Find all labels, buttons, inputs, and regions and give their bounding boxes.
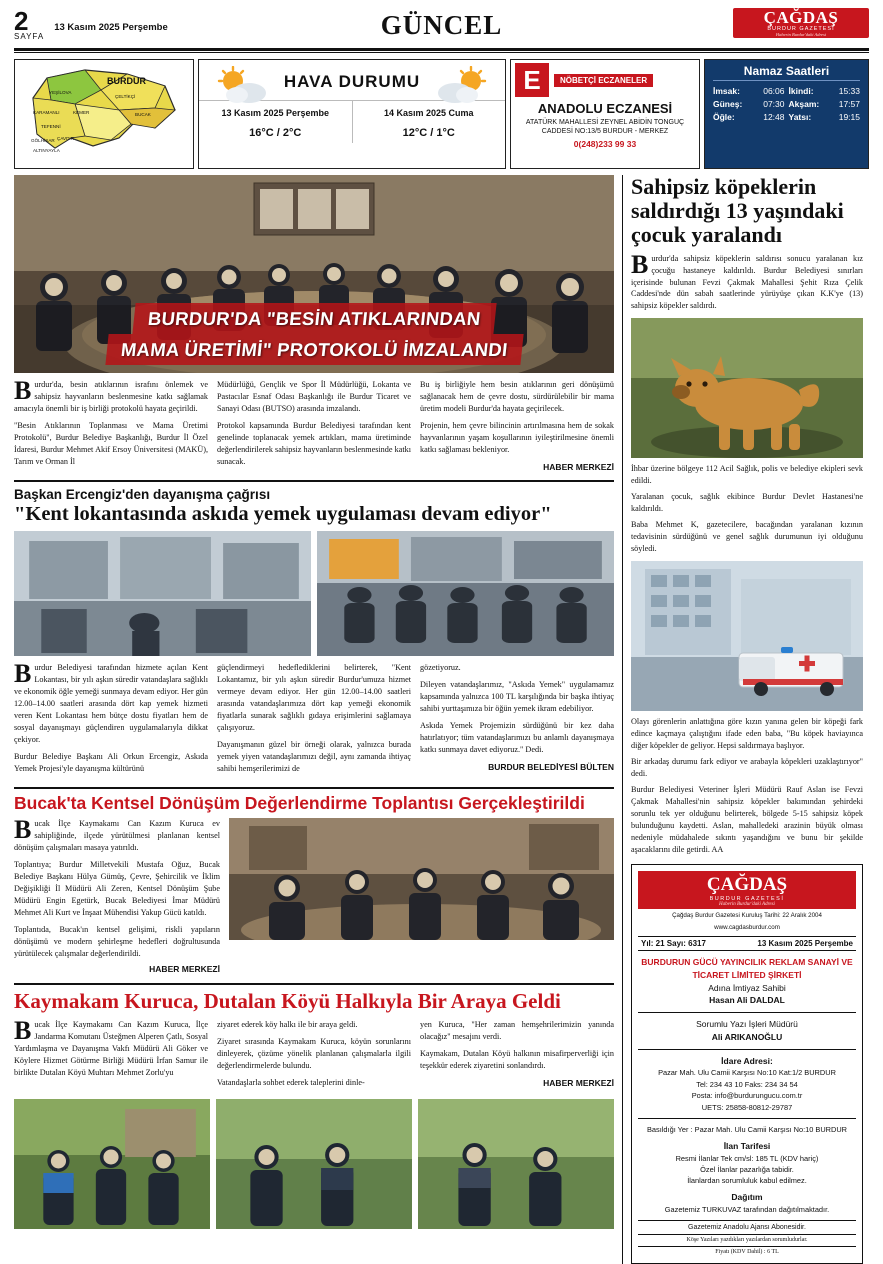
kuruca-photo-3 bbox=[418, 1099, 614, 1229]
prayer-col-left bbox=[711, 84, 787, 123]
svg-text:BURDUR: BURDUR bbox=[107, 76, 146, 86]
lead-col-3 bbox=[420, 379, 614, 473]
lead-story-headline-line1: BURDUR'DA "BESİN ATIKLARINDAN bbox=[132, 303, 496, 334]
kent-para: Dileyen vatandaşlarımız, "Askıda Yemek" uygulamamız kapsamında yalnızca 100 TL karşılığında bir başka ihtiyaç sahibi yurttaşımıza bir öğün yemek ikram edebiliyor. bbox=[420, 680, 614, 714]
prayer-name: İmsak: bbox=[713, 85, 740, 96]
logo-slogan: Haberin Burdur'daki Adresi bbox=[775, 32, 827, 37]
imprint-divider bbox=[638, 1012, 856, 1013]
imprint-print-place: Basıldığı Yer : Pazar Mah. Ulu Camii Karşısı No:10 BURDUR bbox=[646, 1125, 848, 1135]
lead-para: Projenin, hem çevre bilincinin artırılmasına hem de sokak hayvanlarının yaşam koşullarının iyileştirilmesine önemli katkı sağlaması bekleniyor. bbox=[420, 420, 614, 454]
kuruca-col-2 bbox=[217, 1019, 411, 1094]
lead-story-photo bbox=[14, 175, 614, 373]
imprint-owner bbox=[638, 956, 856, 1007]
svg-text:YEŞİLOVA: YEŞİLOVA bbox=[49, 90, 72, 95]
imprint-divider bbox=[638, 1049, 856, 1050]
kent-photo-2 bbox=[317, 531, 614, 656]
imprint-tariff-line: Özel İlanlar pazarlığa tabidir. bbox=[700, 1165, 794, 1174]
prayer-time: 12:48 bbox=[763, 111, 785, 122]
dog-story-headline: Sahipsiz köpeklerin saldırdığı 13 yaşındaki çocuk yaralandı bbox=[631, 174, 844, 248]
dog-para: Burdur Belediyesi Veteriner İşleri Müdürü Rauf Aslan ise Fevzi Çakmak Mahallesi'nin sahipsiz köpekler bakımından şehirdeki sorunlu tek yer olduğunu belirterek, bölgede 5-15 sahipsiz köpek bulunduğunu kaydetti. Aslan, mahalledeki arazinin büyük olması nedeniyle müdahalede sıkıntı yaşandığını ve bunu bir şekilde aşacaklarını dile getirdi. AA bbox=[631, 785, 863, 854]
svg-text:ÇELTİKÇİ: ÇELTİKÇİ bbox=[115, 94, 136, 99]
lead-byline: HABER MERKEZİ bbox=[543, 461, 614, 472]
imprint-columnists: Köşe Yazıları yazdıkları yazılardan sorumludurlar. bbox=[638, 1234, 856, 1243]
imprint-owner-company: BURDURUN GÜCÜ YAYINCILIK REKLAM SANAYİ VE TİCARET LİMİTED ŞİRKETİ bbox=[641, 957, 853, 980]
kent-photo-1 bbox=[14, 531, 311, 656]
imprint-address: Pazar Mah. Ulu Camii Karşısı No:10 Kat:1/2 BURDUR bbox=[658, 1068, 836, 1078]
pharmacy-widget bbox=[510, 59, 700, 169]
weather-temp: 16°C / 2°C bbox=[249, 127, 302, 139]
kent-para: Dayanışmanın güzel bir örneği olarak, yalnızca burada yemek yiyen vatandaşlarımızı değil, aynı zamanda ihtiyaç sahibi hemşerilerimizi de bbox=[217, 739, 411, 773]
imprint-issue: Yıl: 21 Sayı: 6317 bbox=[641, 939, 706, 949]
dog-para: Bir arkadaş durumu fark ediyor ve arabayla köpekleri uzaklaştırıyor" dedi. bbox=[631, 757, 863, 779]
section-title: GÜNCEL bbox=[380, 10, 503, 40]
dog-para: Olayı görenlerin anlattığına göre kızın yanına gelen bir köpeği fark edince kaçmaya çalıştığını ifade eden baba, "Bu köpek haviayınca diğer köpekler de geliyor. Hepsi saldırmaya başlıyor. bbox=[631, 717, 863, 751]
imprint-tariff bbox=[638, 1140, 856, 1153]
imprint-website[interactable]: www.cagdasburdur.com bbox=[714, 923, 780, 931]
info-bar bbox=[14, 59, 869, 169]
imprint-editor-name: Ali ARIKANOĞLU bbox=[711, 1031, 783, 1042]
kuruca-para: Vatandaşlarla sohbet ederek taleplerini dinle- bbox=[217, 1077, 365, 1087]
pharmacy-letter-icon: E bbox=[515, 63, 549, 97]
village-visit-illustration-3 bbox=[418, 1099, 614, 1229]
story-kuruca bbox=[14, 990, 614, 1230]
kuruca-col-1 bbox=[14, 1015, 208, 1094]
imprint-logo-slogan: Haberin Burdur'daki Adresi bbox=[719, 901, 775, 907]
dog-story-intro bbox=[631, 249, 863, 313]
svg-text:KEMER: KEMER bbox=[73, 110, 90, 115]
kent-headline: "Kent lokantasında askıda yemek uygulaması devam ediyor" bbox=[14, 503, 552, 526]
svg-text:ALTINYAYLA: ALTINYAYLA bbox=[33, 148, 60, 153]
queue-illustration bbox=[317, 531, 614, 656]
kent-col-3 bbox=[420, 662, 614, 780]
imprint-address-label: İdare Adresi: bbox=[721, 1055, 773, 1066]
dog-photo bbox=[631, 318, 863, 458]
right-column bbox=[622, 175, 863, 1264]
imprint-logo bbox=[638, 871, 856, 909]
imprint-tariff-line: Resmi İlanlar Tek cm/sl: 185 TL (KDV hariç) bbox=[675, 1153, 819, 1163]
page-label: SAYFA bbox=[14, 32, 45, 41]
left-column bbox=[14, 175, 614, 1264]
imprint-date: 13 Kasım 2025 Perşembe bbox=[757, 939, 853, 949]
prayer-name: Yatsı: bbox=[788, 111, 812, 122]
svg-text:KARAMANLI: KARAMANLI bbox=[33, 110, 60, 115]
imprint-logo-name: ÇAĞDAŞ bbox=[706, 873, 788, 895]
weather-days bbox=[199, 100, 505, 143]
pharmacy-phone: 0(248)233 99 33 bbox=[573, 138, 637, 149]
imprint-founded: Çağdaş Burdur Gazetesi Kuruluş Tarihi: 22 Aralık 2004 bbox=[672, 911, 822, 919]
pharmacy-label: NÖBETÇİ ECZANELER bbox=[554, 74, 653, 87]
kuruca-para: ziyaret ederek köy halkı ile bir araya geldi. bbox=[217, 1019, 358, 1029]
bucak-para: Toplantıda, Bucak'ın kentsel gelişimi, riskli yapıların dönüşümü ve modern şehirleşme hedefleri doğrultusunda yürütülecek çalışmalar değerlendirildi. bbox=[14, 925, 220, 959]
bucak-headline: Bucak'ta Kentsel Dönüşüm Değerlendirme Toplantısı Gerçekleştirildi bbox=[14, 792, 585, 813]
prayer-name: Akşam: bbox=[788, 98, 820, 109]
imprint-issue-bar bbox=[638, 936, 856, 951]
prayer-divider bbox=[713, 80, 860, 81]
weather-date: 13 Kasım 2025 Perşembe bbox=[221, 108, 330, 118]
imprint-dist-line: Gazetemiz TURKUVAZ tarafından dağıtılmaktadır. bbox=[664, 1204, 830, 1214]
prayer-time: 19:15 bbox=[838, 111, 860, 122]
village-visit-illustration-2 bbox=[216, 1099, 412, 1229]
kuruca-para: Ziyaret sırasında Kaymakam Kuruca, köyün sorunlarını dinleyerek, çözüme yönelik planlanan çalışmalarla ilgili değerlendirmelerde bulundu. bbox=[217, 1036, 411, 1070]
kuruca-photo-1 bbox=[14, 1099, 210, 1229]
page-number: 2 bbox=[14, 6, 29, 36]
kent-body bbox=[14, 659, 614, 780]
prayer-title: Namaz Saatleri bbox=[743, 64, 830, 78]
imprint-uets: UETS: 25858-80812-29787 bbox=[701, 1102, 793, 1112]
prayer-name: Güneş: bbox=[713, 98, 743, 109]
prayer-row bbox=[711, 110, 787, 123]
imprint-agency: Gazetemiz Anadolu Ajansı Abonesidir. bbox=[638, 1220, 856, 1231]
imprint-tariff-title: İlan Tarifesi bbox=[723, 1140, 771, 1151]
prayer-time: 15:33 bbox=[838, 85, 860, 96]
imprint-dist-title: Dağıtım bbox=[731, 1191, 763, 1202]
dog-para: Baba Mehmet K, gazetecilere, bacağından yaralanan kızının tedavisinin sürdüğünü ve genel sağlık durumunun iyi olduğunu söyledi. bbox=[631, 520, 863, 554]
kent-byline: BURDUR BELEDİYESİ BÜLTEN bbox=[488, 761, 614, 772]
kuruca-headline: Kaymakam Kuruca, Dutalan Köyü Halkıyla Bir Araya Geldi bbox=[14, 988, 561, 1013]
pharmacy-header bbox=[511, 60, 699, 100]
weather-temp: 12°C / 1°C bbox=[402, 127, 455, 139]
imprint-tariff-line: İlanlardan sorumluluk kabul edilmez. bbox=[687, 1176, 807, 1186]
weather-date: 14 Kasım 2025 Cuma bbox=[383, 108, 474, 118]
map-icon bbox=[15, 60, 193, 168]
prayer-row bbox=[787, 110, 863, 123]
prayer-row bbox=[787, 84, 863, 97]
main-content bbox=[14, 175, 869, 1264]
burdur-map bbox=[14, 59, 194, 169]
kuruca-byline: HABER MERKEZİ bbox=[543, 1077, 614, 1088]
dog-para: Yaralanan çocuk, sağlık ekibince Burdur Devlet Hastanesi'ne kaldırıldı. bbox=[631, 492, 863, 514]
lead-para: Bu iş birliğiyle hem besin atıklarının geri dönüşümü sağlanacak hem de çevre dostu, sürdürülebilir bir mama üretim modeli Burdur'da hayata geçirilecek. bbox=[420, 380, 614, 413]
weather-day-1 bbox=[352, 101, 506, 143]
dog-para: Burdur'da sahipsiz köpeklerin saldırısı sonucu yaralanan kız çocuğu hastaneye kaldırıldı. Burdur Belediyesi sınırları içerisinde bulunan Fevzi Çakmak Mahallesi Şehit Rıza Çelik Caddesi'nde dün sabah saatlerinde yürüyüşe çıkan K.K'ye (13) sahipsiz köpekler saldırdı. bbox=[631, 249, 863, 311]
ambulance-photo bbox=[631, 561, 863, 711]
prayer-time: 17:57 bbox=[838, 98, 860, 109]
prayer-row bbox=[711, 97, 787, 110]
kent-para: Askıda Yemek Projemizin sürdüğünü bir kez daha hatırlatıyor; tüm vatandaşlarımızı bu anlamlı dayanışmaya katkı sunmaya davet ediyoruz." Dedi. bbox=[420, 721, 614, 754]
svg-text:GÖLHİSAR: GÖLHİSAR bbox=[31, 138, 55, 143]
masthead-rule bbox=[14, 48, 869, 51]
kent-para: gözetiyoruz. bbox=[420, 663, 461, 673]
weather-day-0 bbox=[199, 101, 352, 143]
kuruca-col-3 bbox=[420, 1019, 614, 1094]
imprint-editor bbox=[638, 1018, 856, 1044]
divider bbox=[14, 983, 614, 985]
village-visit-illustration-1 bbox=[14, 1099, 210, 1229]
building-illustration bbox=[14, 531, 311, 656]
kent-para: Burdur Belediyesi tarafından hizmete açılan Kent Lokantası, bir yılı aşkın süredir vatandaşlara sağlıklı ve ekonomik öğle yemeği sunmaya devam ediyor. Her gün 12.00–14.00 saatleri arasında dört kap yemek hizmeti veren Kent Lokantası hem bütçe dostu fiyatları hem de sosyal dayanışmayı güçlendiren uygulamalarıyla dikkat çekiyor. bbox=[14, 659, 208, 744]
imprint-tel: Tel: 234 43 10 Faks: 234 34 54 bbox=[696, 1079, 798, 1089]
pharmacy-address: ATATÜRK MAHALLESİ ZEYNEL ABİDİN TONGUÇ CADDESİ NO:13/5 BURDUR - MERKEZ bbox=[525, 119, 685, 136]
bucak-para: Toplantıya; Burdur Milletvekili Mustafa Oğuz, Bucak Belediye Başkanı Hülya Gümüş, Çevre, Şehircilik ve İklim Değişikliği İl Müdürü Ali Zeren, Kentsel Dönüşüm Şube Müdürü Engin Egetürk, Bucak Belediyesi İmar Müdürü Mehmet Ali Kurt ve İnşaat Mühendisi Yakup Gücü katıldı. bbox=[14, 860, 220, 918]
svg-text:TEFENNİ: TEFENNİ bbox=[41, 124, 61, 129]
kent-col-1 bbox=[14, 659, 208, 780]
kent-col-2 bbox=[217, 662, 411, 780]
newspaper-logo bbox=[733, 8, 869, 38]
prayer-row bbox=[787, 97, 863, 110]
masthead-rule-thin bbox=[14, 52, 869, 53]
weather-title: HAVA DURUMU bbox=[283, 72, 421, 91]
kent-para: güçlendirmeyi hedeflediklerini belirterek, "Kent Lokantamız, bir yılı aşkın süredir Burdur'umuza hizmet vermeye devam ediyor. Her gün 12.00–14.00 saatleri arasında vatandaşlarımıza dört kap yemeği ekonomik fiyatlarla sunarak sağlıklı gıdaya erişimlerini sağlamaya çalışıyoruz. bbox=[217, 663, 411, 733]
prayer-row bbox=[711, 84, 787, 97]
lead-para: Müdürlüğü, Gençlik ve Spor İl Müdürlüğü, Lokanta ve Pastacılar Esnaf Odası Başkanlığı ile Burdur Ticaret ve Sanayi Odası (BUTSO) arasında imzalandı. bbox=[217, 380, 411, 413]
dog-story-rest bbox=[631, 716, 863, 856]
svg-text:ÇAVDIR: ÇAVDIR bbox=[57, 136, 75, 141]
sun-cloud-icon bbox=[211, 66, 275, 106]
story-bucak bbox=[14, 794, 614, 976]
kuruca-para: Kaymakam, Dutalan Köyü halkının misafirperverliği için teşekkür ederek ziyaretini sonlandırdı. bbox=[420, 1048, 614, 1070]
imprint-logo-sub: BURDUR GAZETESİ bbox=[709, 895, 785, 902]
imprint-address-block bbox=[638, 1055, 856, 1068]
prayer-time: 06:06 bbox=[763, 85, 785, 96]
imprint-divider bbox=[638, 1118, 856, 1119]
stray-dog-illustration bbox=[631, 318, 863, 458]
lead-para: "Besin Atıklarının Toplanması ve Mama Üretimi Protokolü", Burdur Belediye Başkanlığı, Burdur İl Özel İdaresi, Burdur Mehmet Akif Ersoy Üniversitesi (MAKÜ), Tarım ve Orman İl bbox=[14, 420, 208, 466]
imprint-price: Fiyatı (KDV Dahil) : 6 TL bbox=[638, 1246, 856, 1255]
bucak-para: Bucak İlçe Kaymakamı Can Kazım Kuruca ev sahipliğinde, ilçede yürütülmesi planlanan kentsel dönüşüm çalışmaları masaya yatırıldı. bbox=[14, 815, 220, 853]
kuruca-para: yen Kuruca, "Her zaman hemşehrilerimizin yanında olacağız" mesajını verdi. bbox=[420, 1019, 614, 1041]
prayer-time: 07:30 bbox=[763, 98, 785, 109]
sun-cloud-icon-right bbox=[429, 66, 493, 106]
prayer-grid bbox=[705, 84, 868, 127]
divider bbox=[14, 480, 614, 482]
imprint-dist bbox=[638, 1191, 856, 1204]
imprint-mail[interactable]: Posta: info@burdurungucu.com.tr bbox=[691, 1091, 803, 1101]
weather-widget bbox=[198, 59, 506, 169]
lead-col-2 bbox=[217, 379, 411, 473]
lead-story-ribbon-wrap bbox=[14, 303, 614, 365]
bucak-byline: HABER MERKEZİ bbox=[149, 964, 220, 975]
divider bbox=[14, 787, 614, 789]
meeting-room-illustration bbox=[229, 818, 614, 940]
prayer-name: İkindi: bbox=[788, 85, 814, 96]
pharmacy-name: ANADOLU ECZANESİ bbox=[537, 101, 673, 116]
bucak-photo bbox=[229, 818, 614, 940]
lead-story-headline-line2: MAMA ÜRETİMİ" PROTOKOLÜ İMZALANDI bbox=[105, 334, 523, 365]
dog-para: İhbar üzerine bölgeye 112 Acil Sağlık, polis ve belediye ekipleri sevk edildi. bbox=[631, 464, 863, 486]
kent-para: Burdur Belediye Başkanı Ali Orkun Ercengiz, Askıda Yemek Projesi'yle dayanışma kültürünü bbox=[14, 751, 208, 773]
imprint-box bbox=[631, 864, 863, 1264]
hospital-ambulance-illustration bbox=[631, 561, 863, 711]
kuruca-body bbox=[14, 1015, 614, 1094]
logo-name: ÇAĞDAŞ bbox=[763, 8, 839, 27]
kent-photos bbox=[14, 531, 614, 656]
lead-story-body bbox=[14, 376, 614, 473]
kent-kicker: Başkan Ercengiz'den dayanışma çağrısı bbox=[14, 487, 271, 503]
bucak-body bbox=[14, 815, 614, 975]
logo-subtitle: BURDUR GAZETESİ bbox=[767, 26, 835, 32]
prayer-col-right bbox=[787, 84, 863, 123]
prayer-times-widget bbox=[704, 59, 869, 169]
masthead bbox=[14, 8, 869, 44]
story-kent bbox=[14, 487, 614, 780]
lead-col-1 bbox=[14, 376, 208, 473]
kuruca-para: Bucak İlçe Kaymakamı Can Kazım Kuruca, İlçe Jandarma Komutanı Üsteğmen Alperen Çatlı, Sosyal Yardımlaşma ve Dayanışma Vakfı Müdürü Ali Göker ve Köylere Hizmet Götürme Birliği Müdürü İrfan Samur ile birlikte Dutalan Köyü Muhtarı Mehmet Zorlu'yu bbox=[14, 1015, 208, 1077]
imprint-owner-name: Hasan Ali DALDAL bbox=[709, 995, 785, 1006]
svg-text:BUCAK: BUCAK bbox=[135, 112, 151, 117]
masthead-date: 13 Kasım 2025 Perşembe bbox=[54, 22, 168, 33]
imprint-editor-label: Sorumlu Yazı İşleri Müdürü bbox=[696, 1019, 798, 1030]
lead-para: Protokol kapsamında Burdur Belediyesi tarafından kent genelinde toplanacak yemek artıkları, mama üretiminde değerlendirilerek sahipsiz hayvanların beslenmesinde katkı sunacak. bbox=[217, 420, 411, 466]
imprint-owner-label: Adına İmtiyaz Sahibi bbox=[708, 982, 786, 993]
lead-para: Burdur'da, besin atıklarının israfını önlemek ve sahipsiz hayvanların beslenmesine katkı sağlamak amacıyla önemli bir iş birliği protokolü hayata geçirildi. bbox=[14, 376, 208, 413]
kuruca-photo-2 bbox=[216, 1099, 412, 1229]
kuruca-photos bbox=[14, 1099, 614, 1229]
prayer-name: Öğle: bbox=[713, 111, 735, 122]
dog-story-mid bbox=[631, 463, 863, 555]
